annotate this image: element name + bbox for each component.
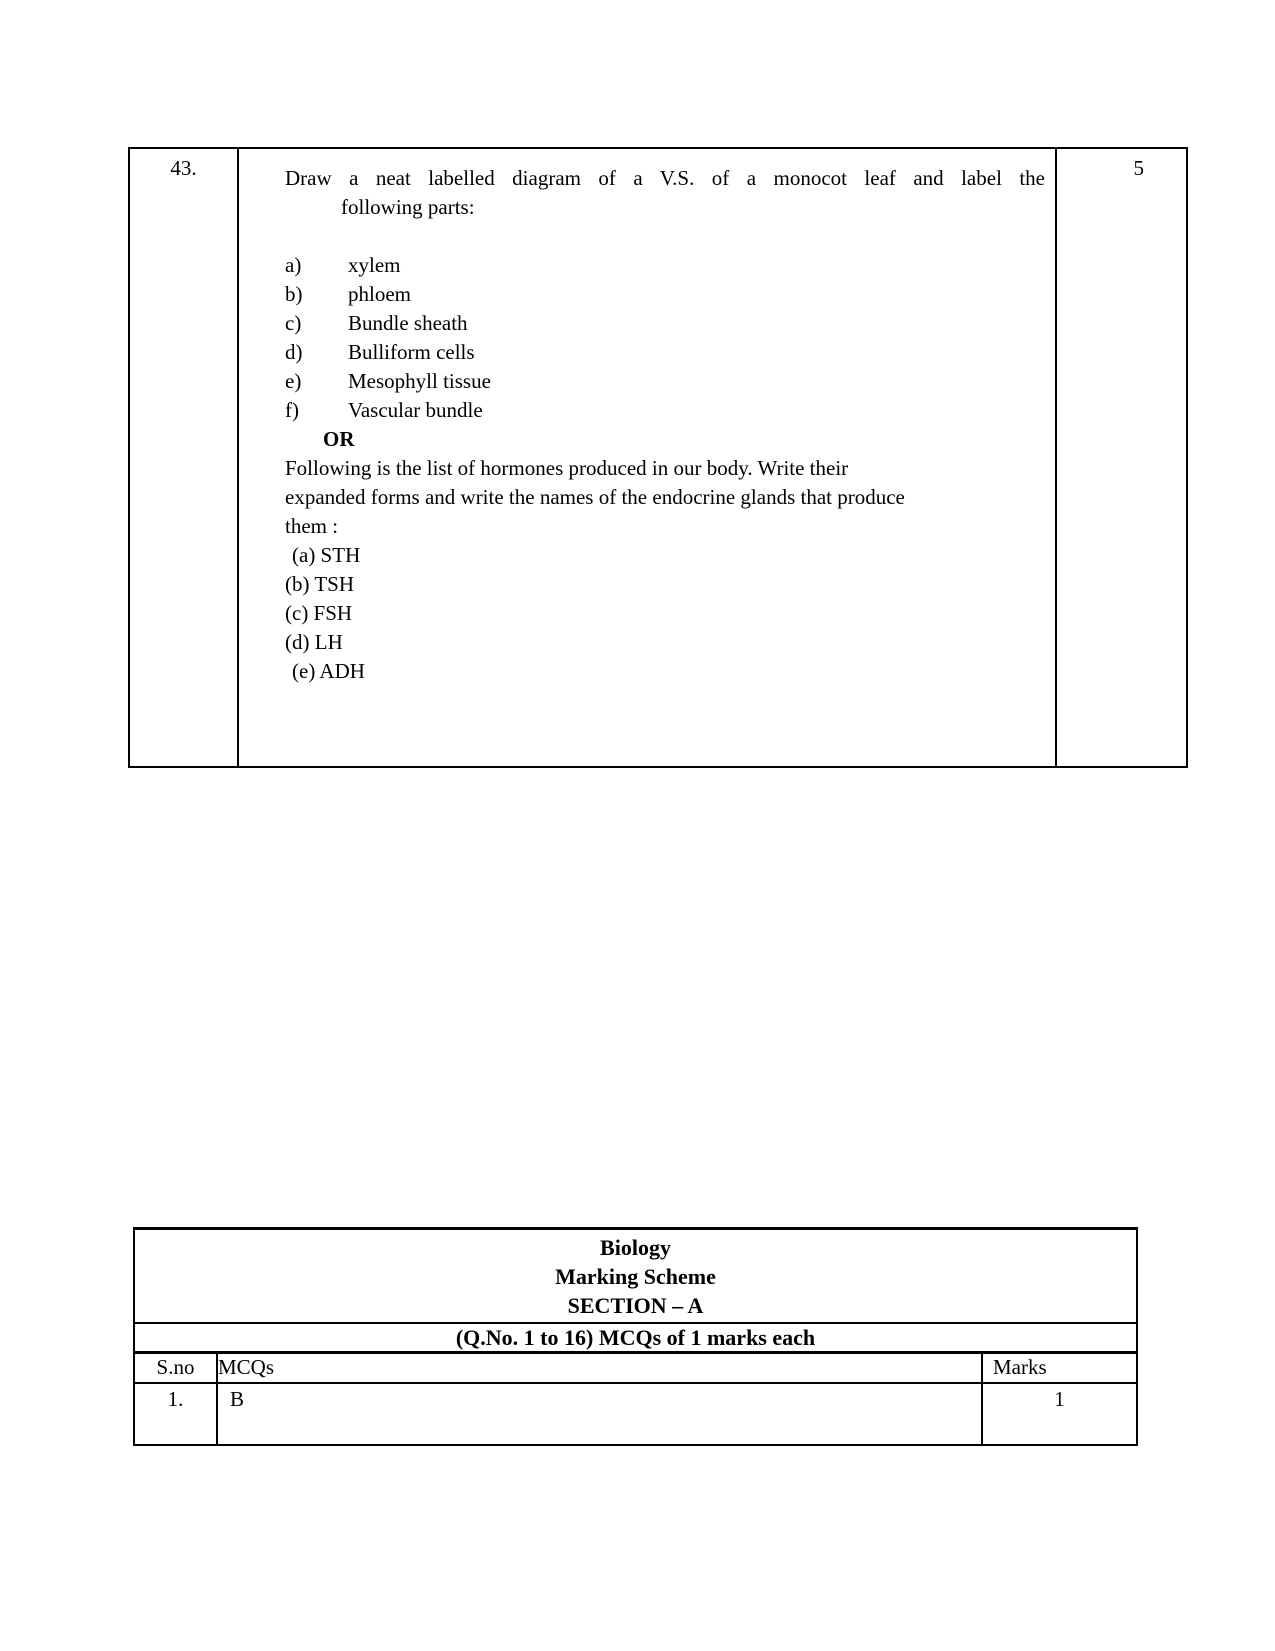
- part-item-d: [285, 338, 1045, 367]
- part-item-f: [285, 396, 1045, 425]
- alt-question-line-3: them :: [285, 514, 339, 538]
- row-answer: B: [218, 1384, 983, 1444]
- section-subtitle: (Q.No. 1 to 16) MCQs of 1 marks each: [135, 1324, 1136, 1354]
- part-text: xylem: [348, 253, 401, 277]
- part-text: phloem: [348, 282, 411, 306]
- row-sno: 1.: [135, 1384, 218, 1444]
- hormone-item-a: (a) STH: [292, 543, 361, 567]
- marking-scheme-table: [133, 1227, 1138, 1446]
- question-table: [128, 147, 1188, 768]
- alt-question-line-1: Following is the list of hormones produced in our body. Write their: [285, 456, 849, 480]
- question-number: 43.: [170, 156, 197, 180]
- hormone-item-b: (b) TSH: [285, 572, 355, 596]
- part-label: f): [285, 398, 299, 422]
- marking-table-row: [135, 1384, 1136, 1444]
- alt-question-line-2: expanded forms and write the names of the endocrine glands that produce: [285, 485, 905, 509]
- header-marks: Marks: [993, 1355, 1047, 1379]
- question-intro-line-1: Draw a neat labelled diagram of a V.S. of a monocot leaf and label the: [285, 166, 1045, 190]
- question-content-cell: [239, 149, 1055, 766]
- part-text: Bundle sheath: [348, 311, 468, 335]
- header-mcqs: MCQs: [218, 1354, 983, 1382]
- section-title: SECTION – A: [567, 1293, 704, 1318]
- hormone-item-c: (c) FSH: [285, 601, 353, 625]
- part-item-c: [285, 309, 1045, 338]
- hormones-list: [285, 541, 1045, 686]
- marking-scheme-title-block: [135, 1230, 1136, 1324]
- question-marks-value: 5: [1133, 156, 1144, 180]
- subject-title: Biology: [600, 1235, 671, 1260]
- part-label: e): [285, 369, 302, 393]
- part-label: d): [285, 340, 303, 364]
- or-separator-label: OR: [323, 427, 355, 451]
- part-text: Bulliform cells: [348, 340, 475, 364]
- hormone-item-e: (e) ADH: [292, 659, 365, 683]
- part-label: a): [285, 253, 302, 277]
- row-marks: 1: [1054, 1387, 1065, 1411]
- question-parts-list: [285, 251, 1045, 425]
- question-intro: [285, 164, 1045, 222]
- question-number-cell: [130, 149, 239, 766]
- header-sno: S.no: [135, 1354, 218, 1382]
- part-item-b: [285, 280, 1045, 309]
- question-intro-line-2: following parts:: [341, 195, 475, 219]
- part-item-e: [285, 367, 1045, 396]
- part-item-a: [285, 251, 1045, 280]
- scheme-title: Marking Scheme: [555, 1264, 716, 1289]
- part-text: Mesophyll tissue: [348, 369, 491, 393]
- hormone-item-d: (d) LH: [285, 630, 343, 654]
- part-label: c): [285, 311, 302, 335]
- part-text: Vascular bundle: [348, 398, 483, 422]
- question-marks-cell: [1055, 149, 1186, 766]
- alternative-question: [285, 454, 1045, 541]
- marking-table-header-row: [135, 1354, 1136, 1384]
- part-label: b): [285, 282, 303, 306]
